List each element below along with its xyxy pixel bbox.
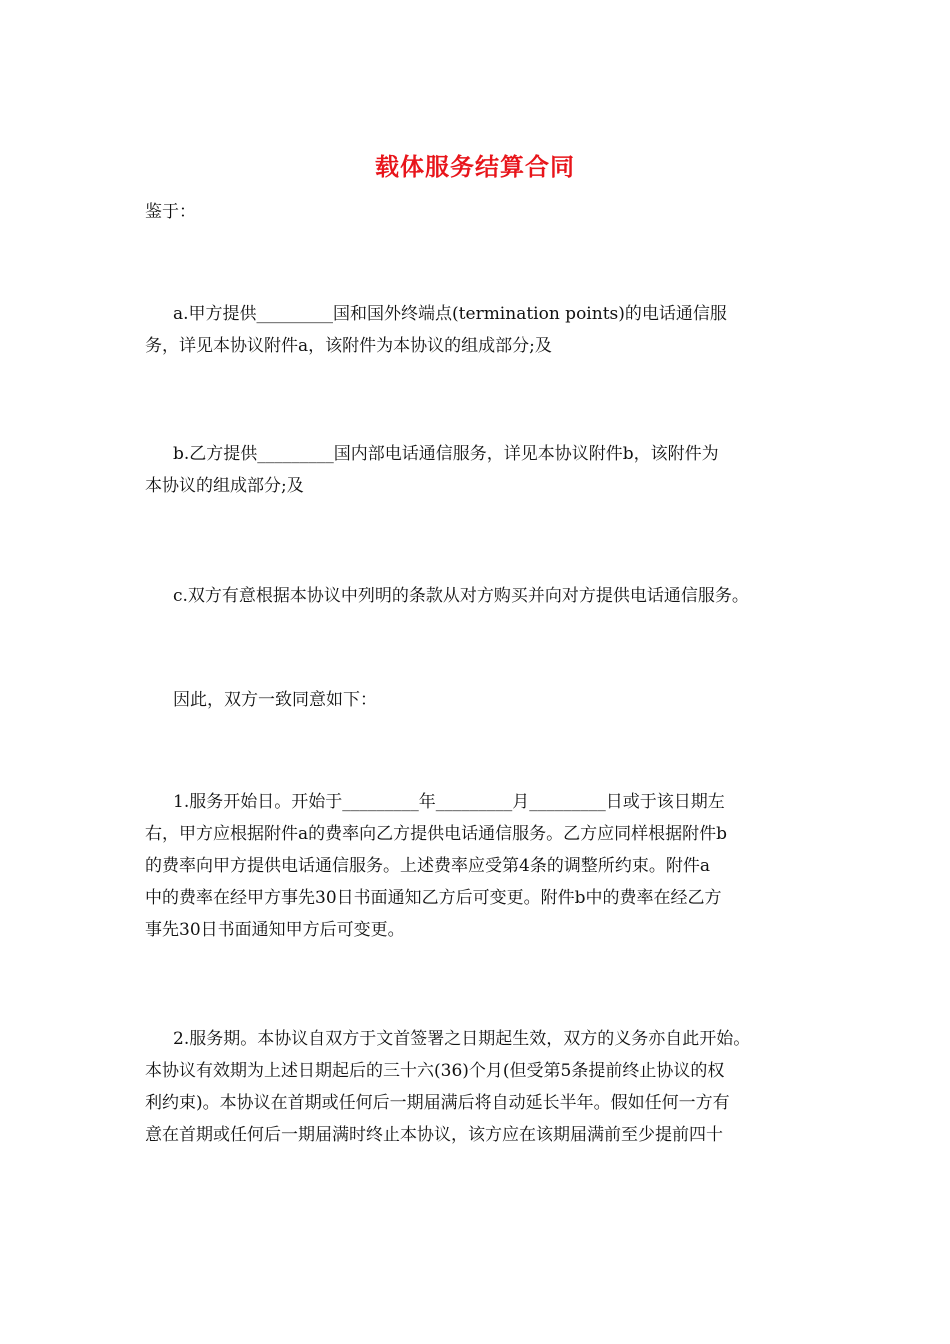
whereas-text: 鉴于： <box>145 202 196 222</box>
therefore-paragraph <box>145 684 825 716</box>
clause-2 <box>145 1023 825 1151</box>
paragraph-b-line-2: 本协议的组成部分;及 <box>145 476 304 496</box>
whereas-heading <box>145 196 825 228</box>
paragraph-b <box>145 438 825 502</box>
clause-1-line-3: 的费率向甲方提供电话通信服务。上述费率应受第4条的调整所约束。附件a <box>145 856 710 876</box>
paragraph-c <box>145 580 825 612</box>
document-title: 载体服务结算合同 <box>375 153 575 181</box>
clause-1-line-1: 1.服务开始日。开始于_________年_________月_________日或于该日期左 <box>173 792 725 812</box>
clause-1 <box>145 786 825 946</box>
paragraph-b-line-1: b.乙方提供_________国内部电话通信服务，详见本协议附件b，该附件为 <box>173 444 719 464</box>
clause-2-line-1: 2.服务期。本协议自双方于文首签署之日期起生效，双方的义务亦自此开始。 <box>173 1029 751 1049</box>
therefore-text: 因此，双方一致同意如下： <box>173 690 377 710</box>
paragraph-a <box>145 298 825 362</box>
clause-1-line-4: 中的费率在经甲方事先30日书面通知乙方后可变更。附件b中的费率在经乙方 <box>145 888 722 908</box>
clause-2-line-3: 利约束)。本协议在首期或任何后一期届满后将自动延长半年。假如任何一方有 <box>145 1093 730 1113</box>
clause-1-line-5: 事先30日书面通知甲方后可变更。 <box>145 920 405 940</box>
clause-2-line-2: 本协议有效期为上述日期起后的三十六(36)个月(但受第5条提前终止协议的权 <box>145 1061 725 1081</box>
clause-2-line-4: 意在首期或任何后一期届满时终止本协议，该方应在该期届满前至少提前四十 <box>145 1125 723 1145</box>
paragraph-a-line-2: 务，详见本协议附件a，该附件为本协议的组成部分;及 <box>145 336 552 356</box>
paragraph-a-line-1: a.甲方提供_________国和国外终端点(termination points)的电话通信服 <box>173 304 727 324</box>
clause-1-line-2: 右，甲方应根据附件a的费率向乙方提供电话通信服务。乙方应同样根据附件b <box>145 824 728 844</box>
paragraph-c-line-1: c.双方有意根据本协议中列明的条款从对方购买并向对方提供电话通信服务。 <box>173 586 749 606</box>
